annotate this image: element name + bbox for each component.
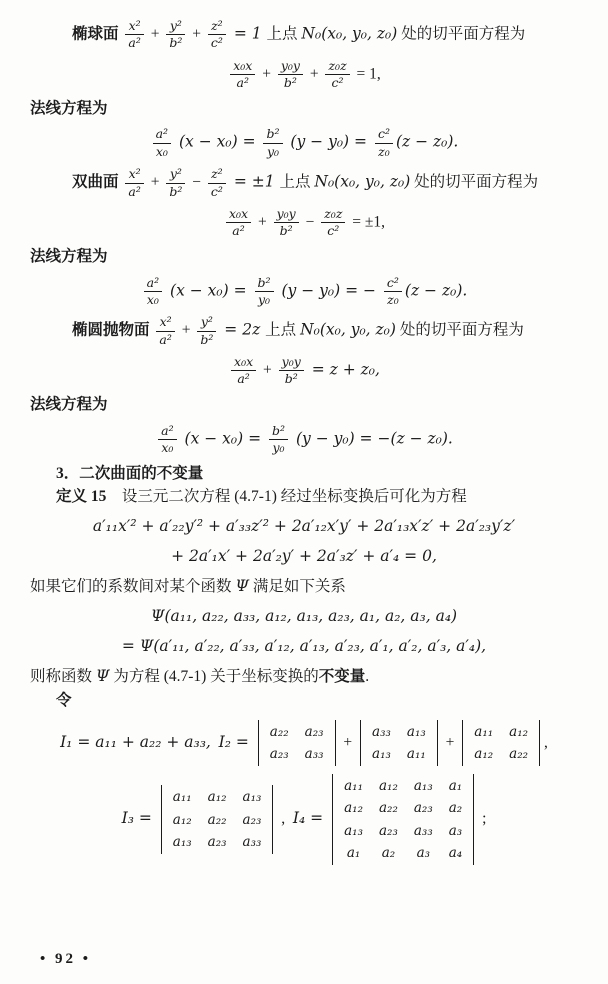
determinant-entry: a₂₃ [413,800,433,817]
fraction-denominator: x₀ [146,291,159,307]
hyperboloid-tangent-statement [72,167,578,199]
page-number: • 92 • [40,951,92,967]
psi-arguments-line-1 [30,606,578,628]
determinant-entry: a₁₂ [207,789,227,806]
emphasis-text: 3．二次曲面的不变量 [56,464,204,482]
let-word [56,691,578,712]
fraction-numerator: x₀x [231,355,256,371]
hyperboloid-tangent-plane-formula [30,207,578,239]
math-text: Ψ [95,666,110,685]
fraction-denominator: c² [210,183,223,199]
fraction-numerator: y₀y [278,59,303,75]
invariant-definition-text [30,666,578,688]
determinant-row [364,743,434,765]
determinant-entry: a₂ [448,800,463,817]
determinant-row [364,721,434,743]
fraction-denominator: b² [169,183,183,199]
fraction [321,207,345,239]
fraction [263,127,282,159]
emphasis-text: 椭圆抛物面 [72,321,154,339]
body-text: + [339,733,357,751]
determinant-entry: a₃ [416,844,431,861]
fraction [153,127,171,159]
normal-equation-heading-3 [30,395,578,416]
fraction [384,276,402,308]
fraction-denominator: x₀ [155,143,168,159]
body-text: 如果它们的系数间对某个函数 [30,578,236,596]
fraction-numerator: a² [144,276,162,292]
determinant-entry: a₁₂ [378,778,398,795]
fraction-denominator: a² [232,223,245,239]
fraction-denominator: b² [169,35,183,51]
determinant-row [262,743,332,765]
fraction-numerator: y² [197,315,216,331]
body-text: 设三元二次方程 (4.7-1) 经过坐标变换后可化为方程 [106,488,467,506]
body-text: − [301,213,319,231]
fraction-numerator: x₀x [230,59,255,75]
fraction [156,315,174,347]
determinant-entry: a₁₃ [413,778,433,795]
determinant-row [165,809,270,831]
determinant-entry: a₁₁ [344,778,363,795]
fraction [325,59,349,91]
fraction-numerator: z² [208,167,226,183]
fraction-numerator: z² [208,19,226,35]
fraction-denominator: b² [279,223,293,239]
math-text: I₄ = [292,809,329,828]
paraboloid-tangent-plane-formula [30,355,578,387]
body-text: 上点 [279,173,315,191]
paraboloid-tangent-statement [72,315,578,347]
body-text: 处的切平面方程为 [410,173,539,191]
fraction-numerator: z₀z [321,207,345,223]
determinant-entry: a₃ [448,822,463,839]
determinant-entry: a₃₃ [242,833,262,850]
fraction [375,127,393,159]
fraction-numerator: a² [158,424,176,440]
fraction [166,167,185,199]
fraction [158,424,176,456]
math-text: = z + z₀, [306,360,380,379]
determinant-row [262,721,332,743]
fraction [208,19,226,51]
body-text: . [365,667,370,685]
determinant-entry: a₂₃ [378,822,398,839]
fraction [274,207,299,239]
emphasis-text: 不变量 [318,667,366,685]
determinant-entry: a₂₃ [304,723,324,740]
fraction-denominator: z₀ [378,143,390,159]
body-text: + [177,321,195,339]
math-text: a′₁₁x′² + a′₂₂y′² + a′₃₃z′² + 2a′₁₂x′y′ + 2a′₁₃x′z′ + 2a′₂₃y′z′ [92,517,516,536]
determinant-row [336,797,470,819]
math-text: (z − z₀). [395,132,459,151]
determinant-entry: a₄ [448,844,463,861]
fraction [231,355,256,387]
body-text: 则称函数 [30,667,96,685]
determinant [332,774,474,865]
fraction-numerator: a² [153,127,171,143]
fraction [166,19,185,51]
determinant [462,720,540,766]
determinant-entry: a₃₃ [413,822,433,839]
determinant [258,720,336,766]
invariants-i1-i2-formula [30,720,578,766]
fraction [255,276,274,308]
normal-equation-heading-1 [30,99,578,120]
math-text: I₃ = [121,809,157,828]
fraction-numerator: y₀y [274,207,299,223]
fraction-numerator: y² [166,19,185,35]
fraction-denominator: y₀ [266,143,280,159]
fraction-denominator: x₀ [161,440,174,456]
fraction-numerator: z₀z [325,59,349,75]
fraction-denominator: a² [237,371,250,387]
determinant-entry: a₁₂ [509,723,529,740]
determinant-entry: a₂₃ [269,746,289,763]
fraction [226,207,251,239]
hyperboloid-normal-formula [30,276,578,308]
body-text: + [146,25,164,43]
determinant-entry: a₃₃ [372,723,391,740]
fraction-denominator: a² [128,35,141,51]
body-text: 满足如下关系 [248,578,346,596]
fraction-denominator: b² [200,331,214,347]
determinant-entry: a₁ [346,844,361,861]
fraction-denominator: a² [236,75,249,91]
determinant-row [165,786,270,808]
fraction [230,59,255,91]
determinant-entry: a₁₃ [406,723,426,740]
determinant-entry: a₂₃ [207,833,227,850]
determinant [360,720,438,766]
math-text: + 2a′₁x′ + 2a′₂y′ + 2a′₃z′ + a′₄ = 0, [171,547,437,566]
fraction [125,19,143,51]
fraction-numerator: x₀x [226,207,251,223]
section-heading-invariants [56,464,578,485]
emphasis-text: 令 [56,691,72,709]
fraction [269,424,288,456]
determinant-entry: a₂₂ [509,746,529,763]
determinant-entry: a₁₂ [344,800,363,817]
emphasis-text: 法线方程为 [30,395,108,413]
body-text: − [188,173,205,191]
body-text: + [254,213,271,231]
fraction-denominator: b² [283,75,297,91]
fraction-numerator: x² [156,315,174,331]
fraction [125,167,143,199]
transformed-equation-line-2 [30,546,578,568]
math-text: (z − z₀). [404,281,468,300]
body-text: + [305,65,323,83]
body-text: 为方程 (4.7-1) 关于坐标变换的 [109,667,319,685]
body-text: + [259,361,276,379]
determinant-entry: a₂₃ [242,811,262,828]
fraction-numerator: b² [255,276,274,292]
determinant-entry: a₁₃ [172,833,192,850]
normal-equation-heading-2 [30,247,578,268]
page-content [30,16,578,873]
determinant-entry: a₁₃ [344,822,363,839]
determinant-entry: a₁₂ [172,811,192,828]
determinant-entry: a₂₂ [269,723,289,740]
invariants-i3-i4-formula [30,774,578,865]
body-text: 处的切平面方程为 [397,25,526,43]
body-text: = 1, [352,65,381,83]
math-text: (y − y₀) = [285,132,372,151]
determinant-entry: a₂₂ [207,811,227,828]
determinant-entry: a₂₂ [378,800,398,817]
body-text: + [188,25,205,43]
fraction-numerator: x² [125,19,143,35]
fraction [197,315,216,347]
fraction-numerator: c² [375,127,393,143]
fraction [208,167,226,199]
body-text: ; [478,810,487,828]
fraction-denominator: y₀ [258,291,271,307]
determinant-entry: a₁₃ [372,746,391,763]
paraboloid-normal-formula [30,424,578,456]
fraction-numerator: x² [125,167,143,183]
math-text: = 2z [219,320,266,339]
fraction-denominator: b² [284,371,298,387]
fraction-denominator: y₀ [272,440,285,456]
determinant-entry: a₂ [381,844,396,861]
body-text: , [544,733,548,751]
fraction-numerator: c² [384,276,402,292]
fraction-numerator: b² [269,424,288,440]
body-text: + [258,65,275,83]
math-text: = 1 [228,24,267,43]
determinant-row [165,831,270,853]
math-text: Ψ(a₁₁, a₂₂, a₃₃, a₁₂, a₁₃, a₂₃, a₁, a₂, a₃, a₄) [150,607,458,626]
math-text: N₀(x₀, y₀, z₀) [301,24,398,43]
math-text: N₀(x₀, y₀, z₀) [300,320,396,339]
determinant-entry: a₁₂ [474,746,494,763]
ellipsoid-tangent-plane-formula [30,59,578,91]
determinant-entry: a₃₃ [304,746,324,763]
math-text: I₁ = a₁₁ + a₂₂ + a₃₃, I₂ = [60,732,254,751]
fraction-denominator: z₀ [387,291,399,307]
body-text: , [277,810,293,828]
fraction-numerator: y₀y [279,355,304,371]
math-text: = ±1 [228,172,280,191]
emphasis-text: 法线方程为 [30,247,108,265]
fraction-denominator: c² [210,35,223,51]
body-text: 上点 [265,321,301,339]
determinant-entry: a₁₁ [474,723,494,740]
math-text: (x − x₀) = [174,132,261,151]
determinant-row [336,820,470,842]
body-text: 上点 [266,25,302,43]
emphasis-text: 椭球面 [72,25,123,43]
definition-15 [56,487,578,508]
math-text: (x − x₀) = [165,281,252,300]
determinant-entry: a₁₁ [406,746,426,763]
ellipsoid-normal-formula [30,127,578,159]
determinant-row [336,842,470,864]
determinant-entry: a₁₃ [242,789,262,806]
fraction [278,59,303,91]
body-text: + [146,173,164,191]
math-text: N₀(x₀, y₀, z₀) [314,172,411,191]
emphasis-text: 双曲面 [72,173,123,191]
determinant-entry: a₁ [448,778,463,795]
math-text: Ψ [235,577,249,596]
determinant-entry: a₁₁ [172,789,192,806]
fraction [144,276,162,308]
emphasis-text: 定义 15 [56,488,107,506]
psi-arguments-line-2 [30,636,578,658]
math-text: = Ψ(a′₁₁, a′₂₂, a′₃₃, a′₁₂, a′₁₃, a′₂₃, a′₁, a′₂, a′₃, a′₄), [121,637,487,656]
ellipsoid-tangent-statement [72,19,578,51]
emphasis-text: 法线方程为 [30,99,108,117]
fraction-denominator: c² [331,75,344,91]
body-text: 处的切平面方程为 [395,321,524,339]
math-text: (x − x₀) = [179,429,267,448]
transformed-equation-line-1 [30,516,578,538]
determinant-row [466,743,536,765]
math-text: (y − y₀) = − [276,281,381,300]
fraction-denominator: c² [327,223,340,239]
body-text: = ±1, [348,213,386,231]
fraction-numerator: y² [166,167,185,183]
fraction-denominator: a² [128,183,141,199]
fraction-denominator: a² [159,331,172,347]
body-text: + [441,733,459,751]
determinant-row [466,721,536,743]
fraction-numerator: b² [263,127,282,143]
math-text: (y − y₀) = −(z − z₀). [291,429,453,448]
coefficients-condition-text [30,576,578,598]
fraction [279,355,304,387]
determinant [161,785,274,854]
determinant-row [336,775,470,797]
